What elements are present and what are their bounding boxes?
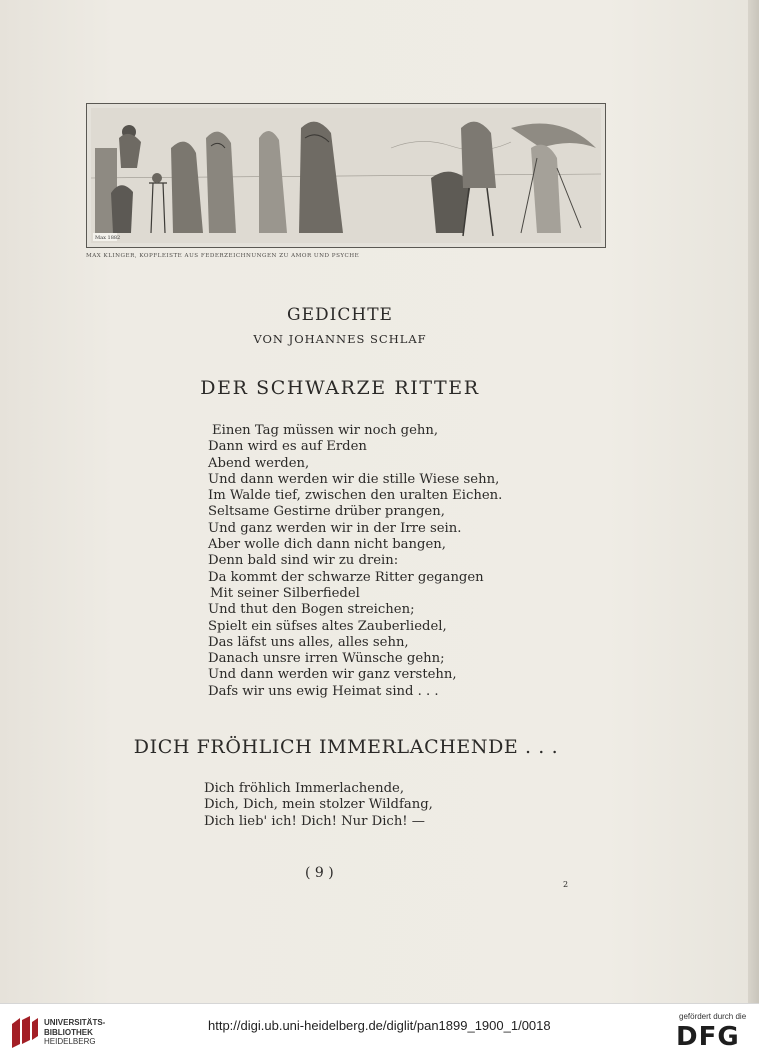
university-logo-text bbox=[44, 1018, 105, 1047]
university-seal-icon bbox=[8, 1014, 40, 1050]
printer-signature-mark: 2 bbox=[563, 880, 569, 889]
header-illustration bbox=[86, 103, 606, 248]
poem-line: Dich lieb' ich! Dich! Nur Dich! — bbox=[204, 813, 425, 829]
logo-line: HEIDELBERG bbox=[44, 1037, 96, 1046]
second-poem-body bbox=[204, 781, 433, 830]
author-line: VON JOHANNES SCHLAF bbox=[253, 332, 427, 346]
poem-body bbox=[208, 423, 502, 700]
poem-line: Seltsame Gestirne drüber prangen, bbox=[208, 504, 445, 520]
illustration-signature: Max 1882 bbox=[95, 235, 121, 241]
poem-line: Spielt ein süfses altes Zauberliedel, bbox=[208, 618, 447, 634]
viewer-footer bbox=[0, 1003, 759, 1058]
poem-line: Das läfst uns alles, alles sehn, bbox=[208, 634, 409, 650]
poem-line: Dann wird es auf Erden bbox=[208, 439, 367, 455]
poem-line: Dafs wir uns ewig Heimat sind . . . bbox=[208, 683, 439, 699]
poem-line: Denn bald sind wir zu drein: bbox=[208, 553, 399, 569]
poem-line: Dich, Dich, mein stolzer Wildfang, bbox=[204, 797, 433, 813]
poem-line: Da kommt der schwarze Ritter gegangen bbox=[208, 569, 484, 585]
second-poem-title: DICH FRÖHLICH IMMERLACHENDE . . . bbox=[133, 736, 559, 758]
dfg-logo: DFG bbox=[676, 1022, 740, 1052]
logo-line: UNIVERSITÄTS- bbox=[44, 1018, 106, 1027]
poem-line: Aber wolle dich dann nicht bangen, bbox=[208, 537, 446, 553]
collection-title: GEDICHTE bbox=[287, 305, 393, 325]
poem-line: Im Walde tief, zwischen den uralten Eichen. bbox=[208, 488, 503, 504]
poem-line: Mit seiner Silberfiedel bbox=[210, 585, 360, 601]
illustration-caption: MAX KLINGER, KOPFLEISTE AUS FEDERZEICHNUNGEN ZU AMOR UND PSYCHE bbox=[86, 253, 360, 259]
poem-title: DER SCHWARZE RITTER bbox=[200, 377, 480, 399]
poem-line: Abend werden, bbox=[208, 455, 310, 471]
poem-line: Einen Tag müssen wir noch gehn, bbox=[212, 423, 439, 438]
poem-line: Danach unsre irren Wünsche gehn; bbox=[208, 651, 445, 667]
logo-line: BIBLIOTHEK bbox=[44, 1027, 93, 1037]
permalink-url[interactable]: http://digi.ub.uni-heidelberg.de/diglit/pan1899_1900_1/0018 bbox=[208, 1018, 551, 1033]
poem-line: Und thut den Bogen streichen; bbox=[208, 602, 415, 618]
page-number: ( 9 ) bbox=[305, 865, 334, 881]
poem-line: Dich fröhlich Immerlachende, bbox=[204, 781, 405, 796]
poem-line: Und dann werden wir ganz verstehn, bbox=[208, 667, 457, 683]
page-gutter bbox=[748, 0, 759, 1003]
sponsor-label: gefördert durch die bbox=[679, 1012, 747, 1021]
poem-line: Und dann werden wir die stille Wiese sehn, bbox=[208, 471, 500, 487]
poem-line: Und ganz werden wir in der Irre sein. bbox=[208, 520, 462, 536]
illustration-drawing bbox=[91, 108, 601, 243]
